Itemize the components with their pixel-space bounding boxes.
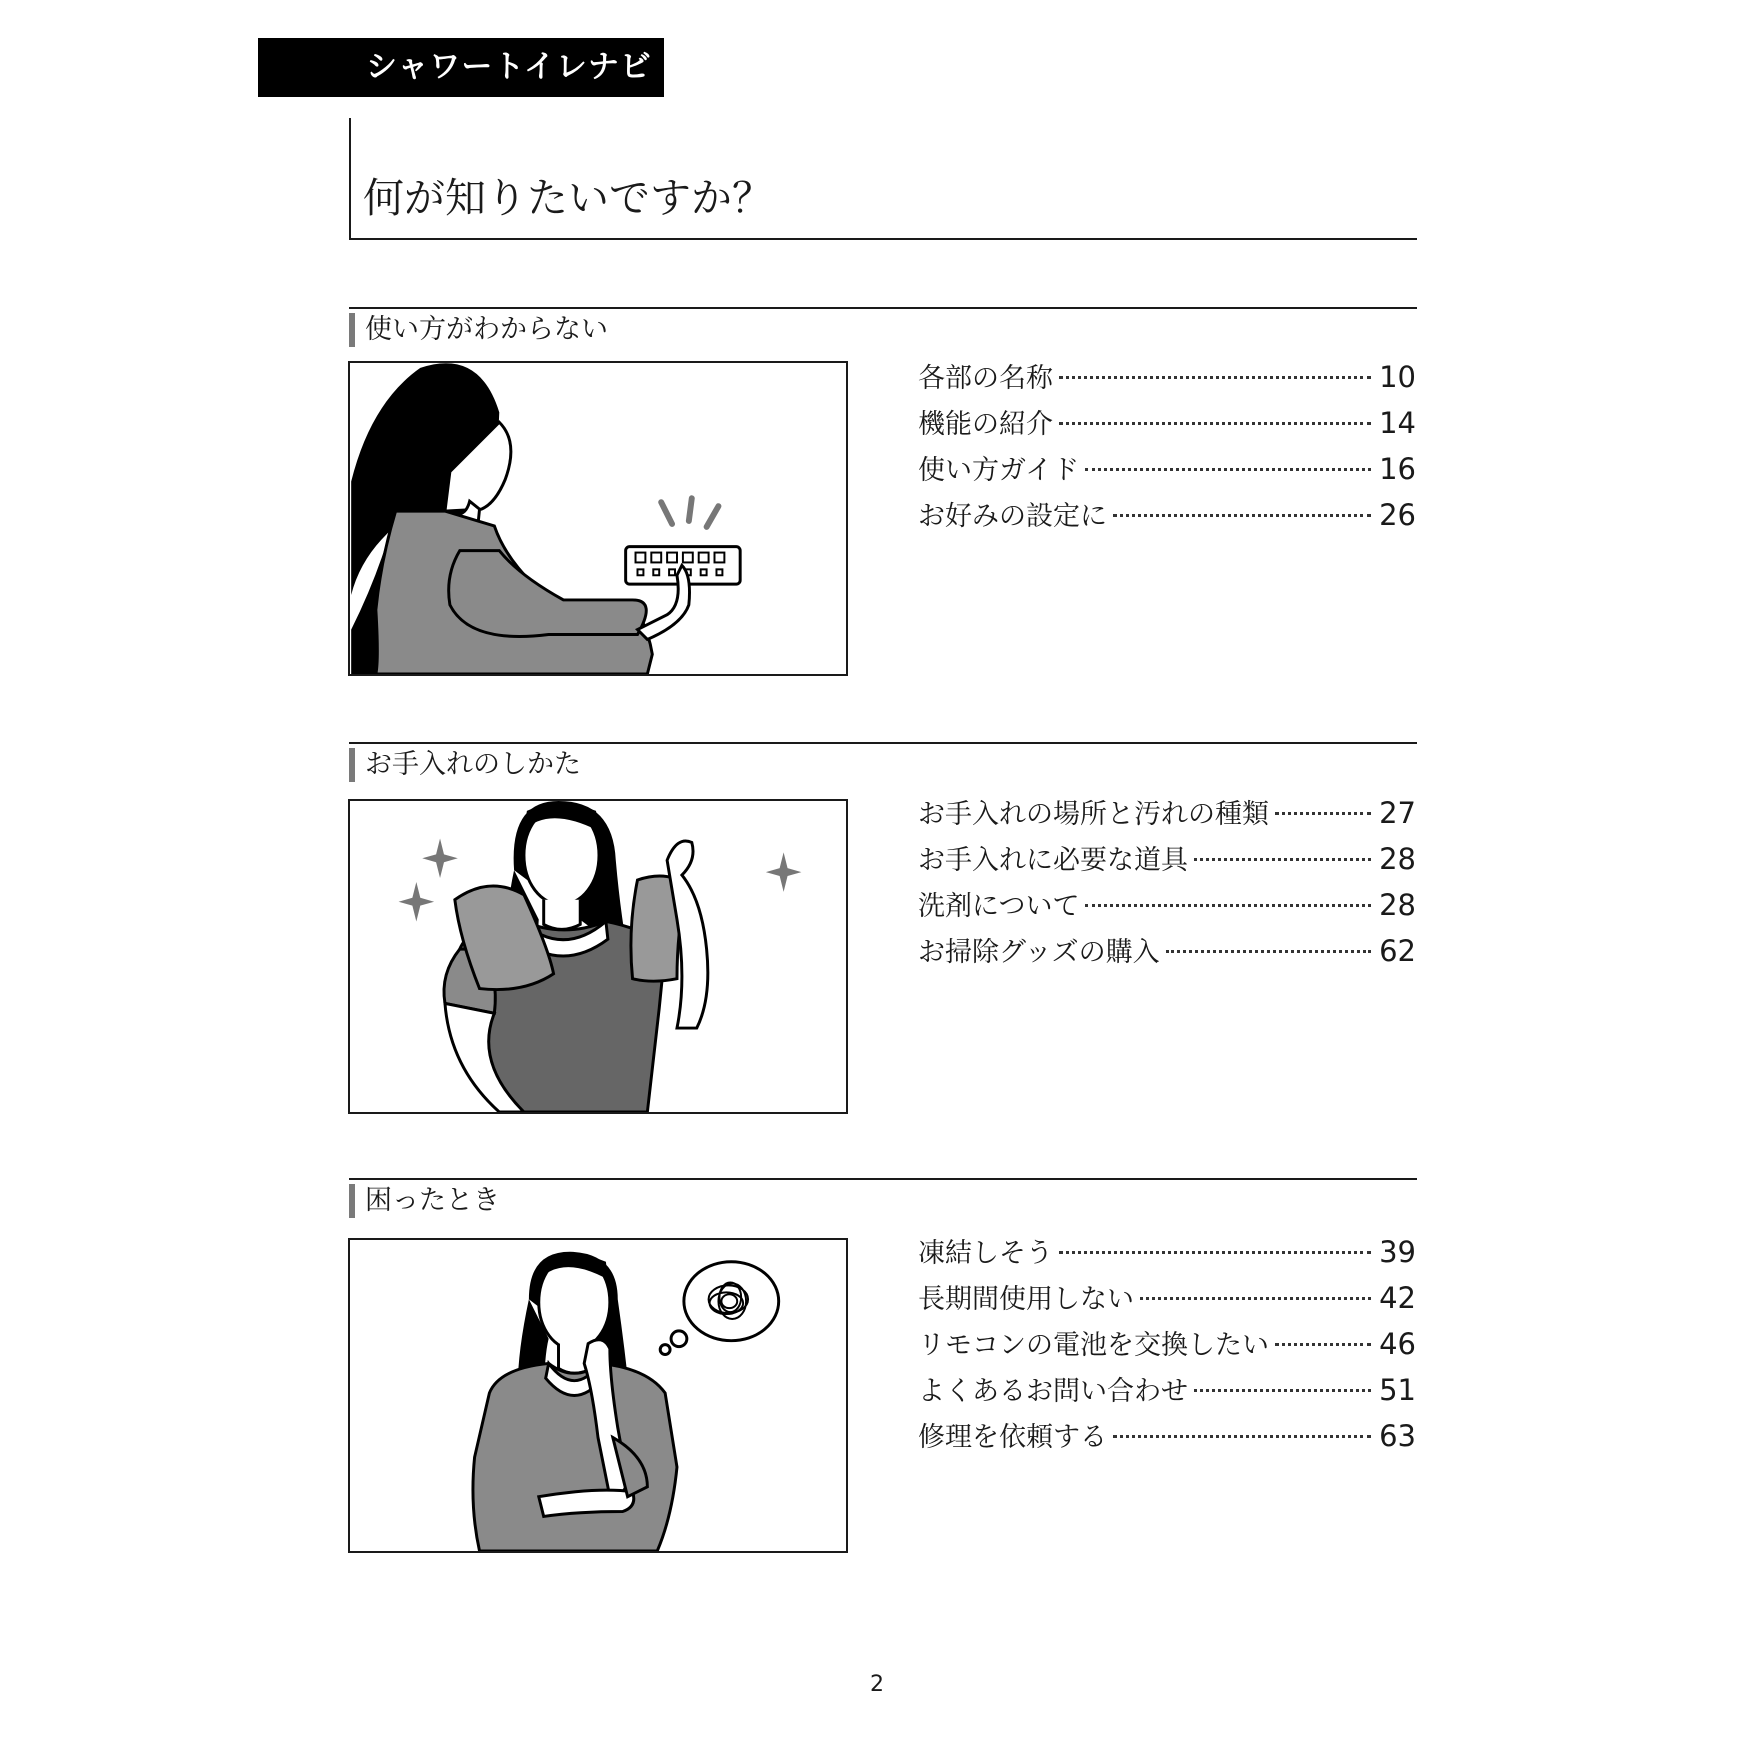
leader-dots bbox=[1085, 468, 1371, 471]
toc-item-label: リモコンの電池を交換したい bbox=[918, 1330, 1269, 1361]
toc-item[interactable] bbox=[918, 928, 1416, 974]
leader-dots bbox=[1275, 812, 1371, 815]
toc-item[interactable] bbox=[918, 1275, 1416, 1321]
toc-item[interactable] bbox=[918, 836, 1416, 882]
leader-dots bbox=[1194, 858, 1371, 861]
page-number: 2 bbox=[870, 1672, 884, 1697]
toc-item-label: お手入れに必要な道具 bbox=[918, 845, 1188, 876]
toc-item-label: 洗剤について bbox=[918, 891, 1080, 922]
leader-dots bbox=[1085, 904, 1371, 907]
toc-item[interactable] bbox=[918, 354, 1416, 400]
section-heading-usage: 使い方がわからない bbox=[349, 313, 608, 347]
leader-dots bbox=[1166, 950, 1371, 953]
woman-pressing-remote-icon bbox=[350, 363, 846, 674]
leader-dots bbox=[1059, 422, 1371, 425]
toc-item-page: 39 bbox=[1379, 1235, 1416, 1269]
toc-item-label: 使い方ガイド bbox=[918, 455, 1080, 486]
toc-list-usage bbox=[918, 354, 1416, 538]
woman-thinking-icon bbox=[350, 1240, 846, 1551]
toc-item-label: 凍結しそう bbox=[918, 1238, 1053, 1269]
toc-item-label: お手入れの場所と汚れの種類 bbox=[918, 799, 1269, 830]
toc-item-label: お好みの設定に bbox=[918, 501, 1107, 532]
toc-item[interactable] bbox=[918, 1321, 1416, 1367]
toc-item-label: お掃除グッズの購入 bbox=[918, 937, 1160, 968]
toc-item-label: 各部の名称 bbox=[918, 363, 1053, 394]
toc-item-label: 機能の紹介 bbox=[918, 409, 1053, 440]
toc-item-page: 42 bbox=[1379, 1281, 1416, 1315]
section-rule bbox=[349, 1178, 1417, 1180]
leader-dots bbox=[1275, 1343, 1371, 1346]
leader-dots bbox=[1113, 1435, 1371, 1438]
leader-dots bbox=[1059, 376, 1371, 379]
section-rule bbox=[349, 742, 1417, 744]
toc-item[interactable] bbox=[918, 790, 1416, 836]
toc-item[interactable] bbox=[918, 1367, 1416, 1413]
toc-item-page: 16 bbox=[1379, 452, 1416, 486]
toc-item-page: 28 bbox=[1379, 842, 1416, 876]
toc-item-page: 10 bbox=[1379, 360, 1416, 394]
toc-item[interactable] bbox=[918, 882, 1416, 928]
leader-dots bbox=[1059, 1251, 1371, 1254]
toc-item-label: 長期間使用しない bbox=[918, 1284, 1134, 1315]
illustration-cleaning bbox=[348, 799, 848, 1114]
section-heading-cleaning: お手入れのしかた bbox=[349, 748, 581, 782]
leader-dots bbox=[1140, 1297, 1371, 1300]
brand-label: シャワートイレナビ bbox=[258, 38, 664, 97]
leader-dots bbox=[1113, 514, 1371, 517]
toc-item-page: 63 bbox=[1379, 1419, 1416, 1453]
toc-item[interactable] bbox=[918, 1413, 1416, 1459]
toc-item-page: 26 bbox=[1379, 498, 1416, 532]
leader-dots bbox=[1194, 1389, 1371, 1392]
toc-item-page: 62 bbox=[1379, 934, 1416, 968]
toc-item-page: 27 bbox=[1379, 796, 1416, 830]
toc-item[interactable] bbox=[918, 400, 1416, 446]
illustration-remote-usage bbox=[348, 361, 848, 676]
toc-list-cleaning bbox=[918, 790, 1416, 974]
toc-item-label: よくあるお問い合わせ bbox=[918, 1376, 1188, 1407]
toc-item-page: 14 bbox=[1379, 406, 1416, 440]
toc-item[interactable] bbox=[918, 492, 1416, 538]
section-heading-trouble: 困ったとき bbox=[349, 1184, 500, 1218]
woman-with-cloth-icon bbox=[350, 801, 846, 1112]
toc-item-page: 51 bbox=[1379, 1373, 1416, 1407]
toc-item-label: 修理を依頼する bbox=[918, 1422, 1107, 1453]
illustration-trouble bbox=[348, 1238, 848, 1553]
toc-item[interactable] bbox=[918, 1229, 1416, 1275]
toc-item-page: 46 bbox=[1379, 1327, 1416, 1361]
toc-item[interactable] bbox=[918, 446, 1416, 492]
page-title: 何が知りたいですか？ bbox=[363, 174, 773, 222]
toc-list-trouble bbox=[918, 1229, 1416, 1459]
section-rule bbox=[349, 307, 1417, 309]
title-frame bbox=[349, 118, 1417, 240]
toc-item-page: 28 bbox=[1379, 888, 1416, 922]
